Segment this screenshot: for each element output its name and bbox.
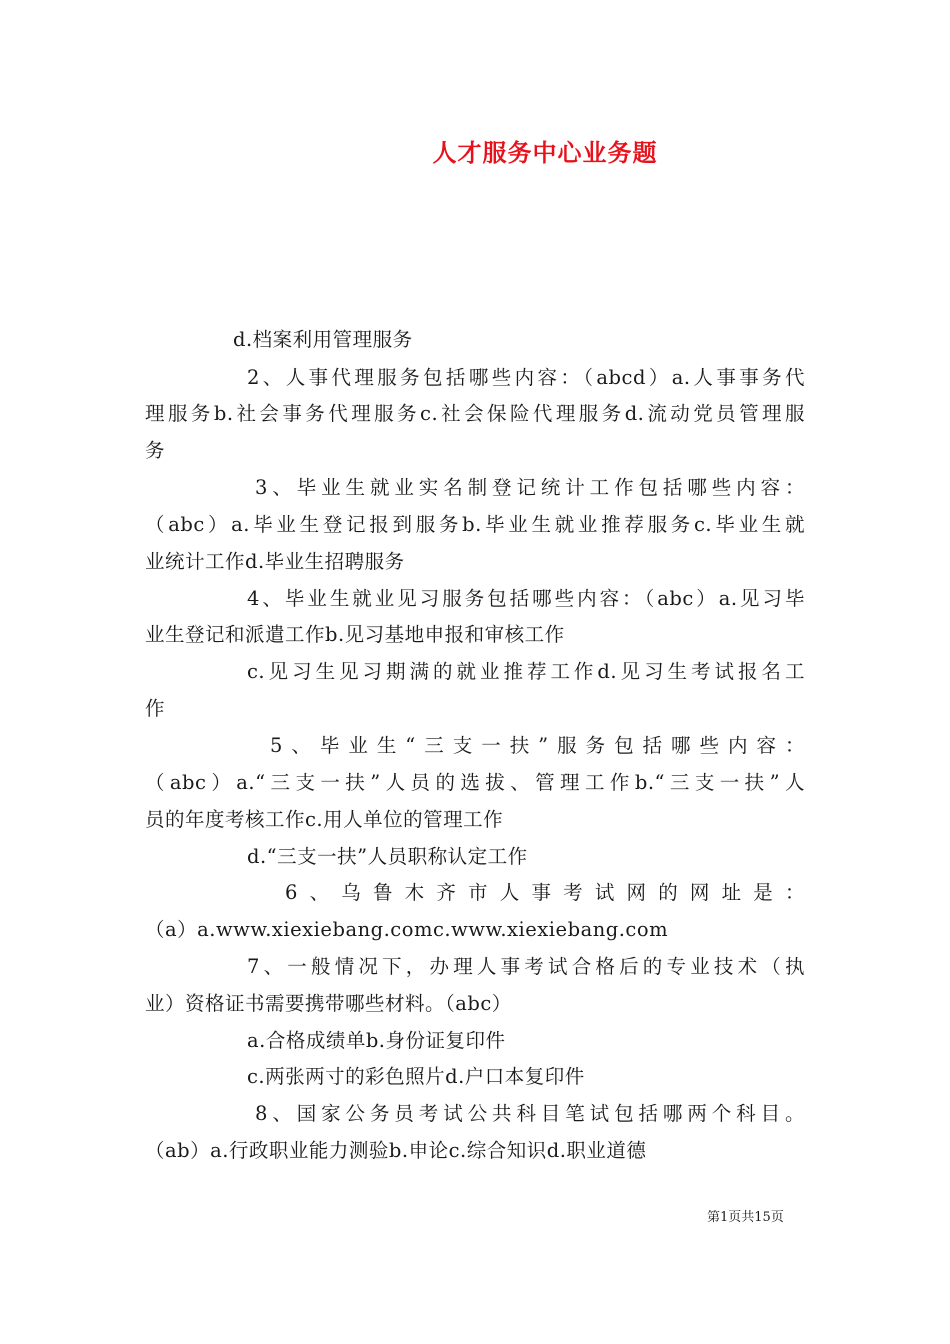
text-line: 业）资格证书需要携带哪些材料。（abc） xyxy=(145,992,512,1015)
text-line: （abc）a.“三支一扶”人员的选拔、管理工作b.“三支一扶”人 xyxy=(145,771,805,794)
text-line: c.见习生见习期满的就业推荐工作d.见习生考试报名工 xyxy=(247,660,805,683)
text-line: d.“三支一扶”人员职称认定工作 xyxy=(247,845,528,868)
text-line: 6、乌鲁木齐市人事考试网的网址是： xyxy=(285,881,805,904)
text-line: 作 xyxy=(145,697,166,720)
text-line: 8、国家公务员考试公共科目笔试包括哪两个科目。 xyxy=(255,1102,805,1125)
text-line: 务 xyxy=(145,439,166,462)
text-line: 理服务b.社会事务代理服务c.社会保险代理服务d.流动党员管理服 xyxy=(145,402,805,425)
text-line: d.档案利用管理服务 xyxy=(233,328,413,351)
text-line: 业统计工作d.毕业生招聘服务 xyxy=(145,550,405,573)
text-line: （ab）a.行政职业能力测验b.申论c.综合知识d.职业道德 xyxy=(145,1139,647,1162)
text-line: c.两张两寸的彩色照片d.户口本复印件 xyxy=(247,1065,585,1088)
page-footer: 第1页共15页 xyxy=(707,1210,784,1225)
text-line: 7、一般情况下，办理人事考试合格后的专业技术（执 xyxy=(247,955,805,978)
document-title: 人才服务中心业务题 xyxy=(432,139,658,167)
text-line: （abc）a.毕业生登记报到服务b.毕业生就业推荐服务c.毕业生就 xyxy=(145,513,805,536)
text-line: a.合格成绩单b.身份证复印件 xyxy=(247,1029,506,1052)
text-line: 员的年度考核工作c.用人单位的管理工作 xyxy=(145,808,504,831)
text-line: 5、毕业生“三支一扶”服务包括哪些内容： xyxy=(270,734,805,757)
text-line: （a）a.www.xiexiebang.comc.www.xiexiebang.com xyxy=(145,918,669,941)
text-line: 4、毕业生就业见习服务包括哪些内容：（abc）a.见习毕 xyxy=(247,587,805,610)
text-line: 3、毕业生就业实名制登记统计工作包括哪些内容： xyxy=(255,476,805,499)
text-line: 2、人事代理服务包括哪些内容：（abcd）a.人事事务代 xyxy=(247,366,805,389)
text-line: 业生登记和派遣工作b.见习基地申报和审核工作 xyxy=(145,623,565,646)
